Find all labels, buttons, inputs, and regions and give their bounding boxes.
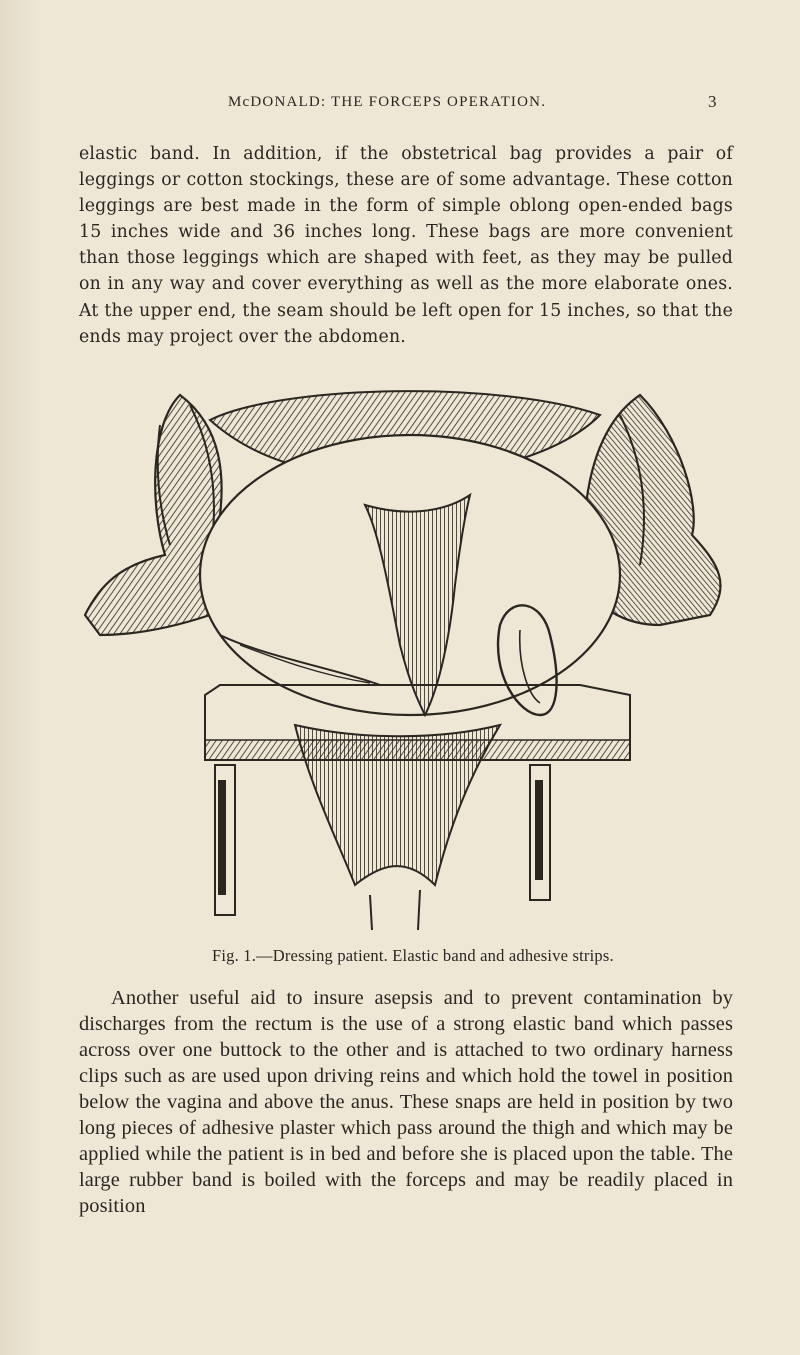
page-number: 3 <box>708 92 717 111</box>
figure-caption: Fig. 1.—Dressing patient. Elastic band and adhesive strips. <box>212 946 614 965</box>
figure-dressing-patient <box>80 385 730 935</box>
running-head <box>0 94 800 116</box>
figure-illustration <box>80 385 730 935</box>
paragraph-elastic-band: Another useful aid to insure asepsis and to prevent contamination by discharges from the rectum is the use of a strong elastic band which passes across over one buttock to the other and is attached to two ordinary harness clips such as are used upon driving reins and which hold the towel in position below the vagina and above the anus. These snaps are held in position by two long pieces of adhesive plaster which pass around the thigh and which may be applied while the patient is in bed and before she is placed upon the table. The large rubber band is boiled with the forceps and may be readily placed in position <box>79 987 733 1217</box>
running-title: McDONALD: THE FORCEPS OPERATION. <box>228 94 547 110</box>
paragraph-leggings: elastic band. In addition, if the obstetrical bag provides a pair of leggings or cotton stockings, these are of some advantage. These cotton leggings are best made in the form of simple oblong open-ended bags 15 inches wide and 36 inches long. These bags are more convenient than those leggings which are shaped with feet, as they may be pulled on in any way and cover everything as well as the more elaborate ones. At the upper end, the seam should be left open for 15 inches, so that the ends may project over the abdomen. <box>79 144 733 347</box>
